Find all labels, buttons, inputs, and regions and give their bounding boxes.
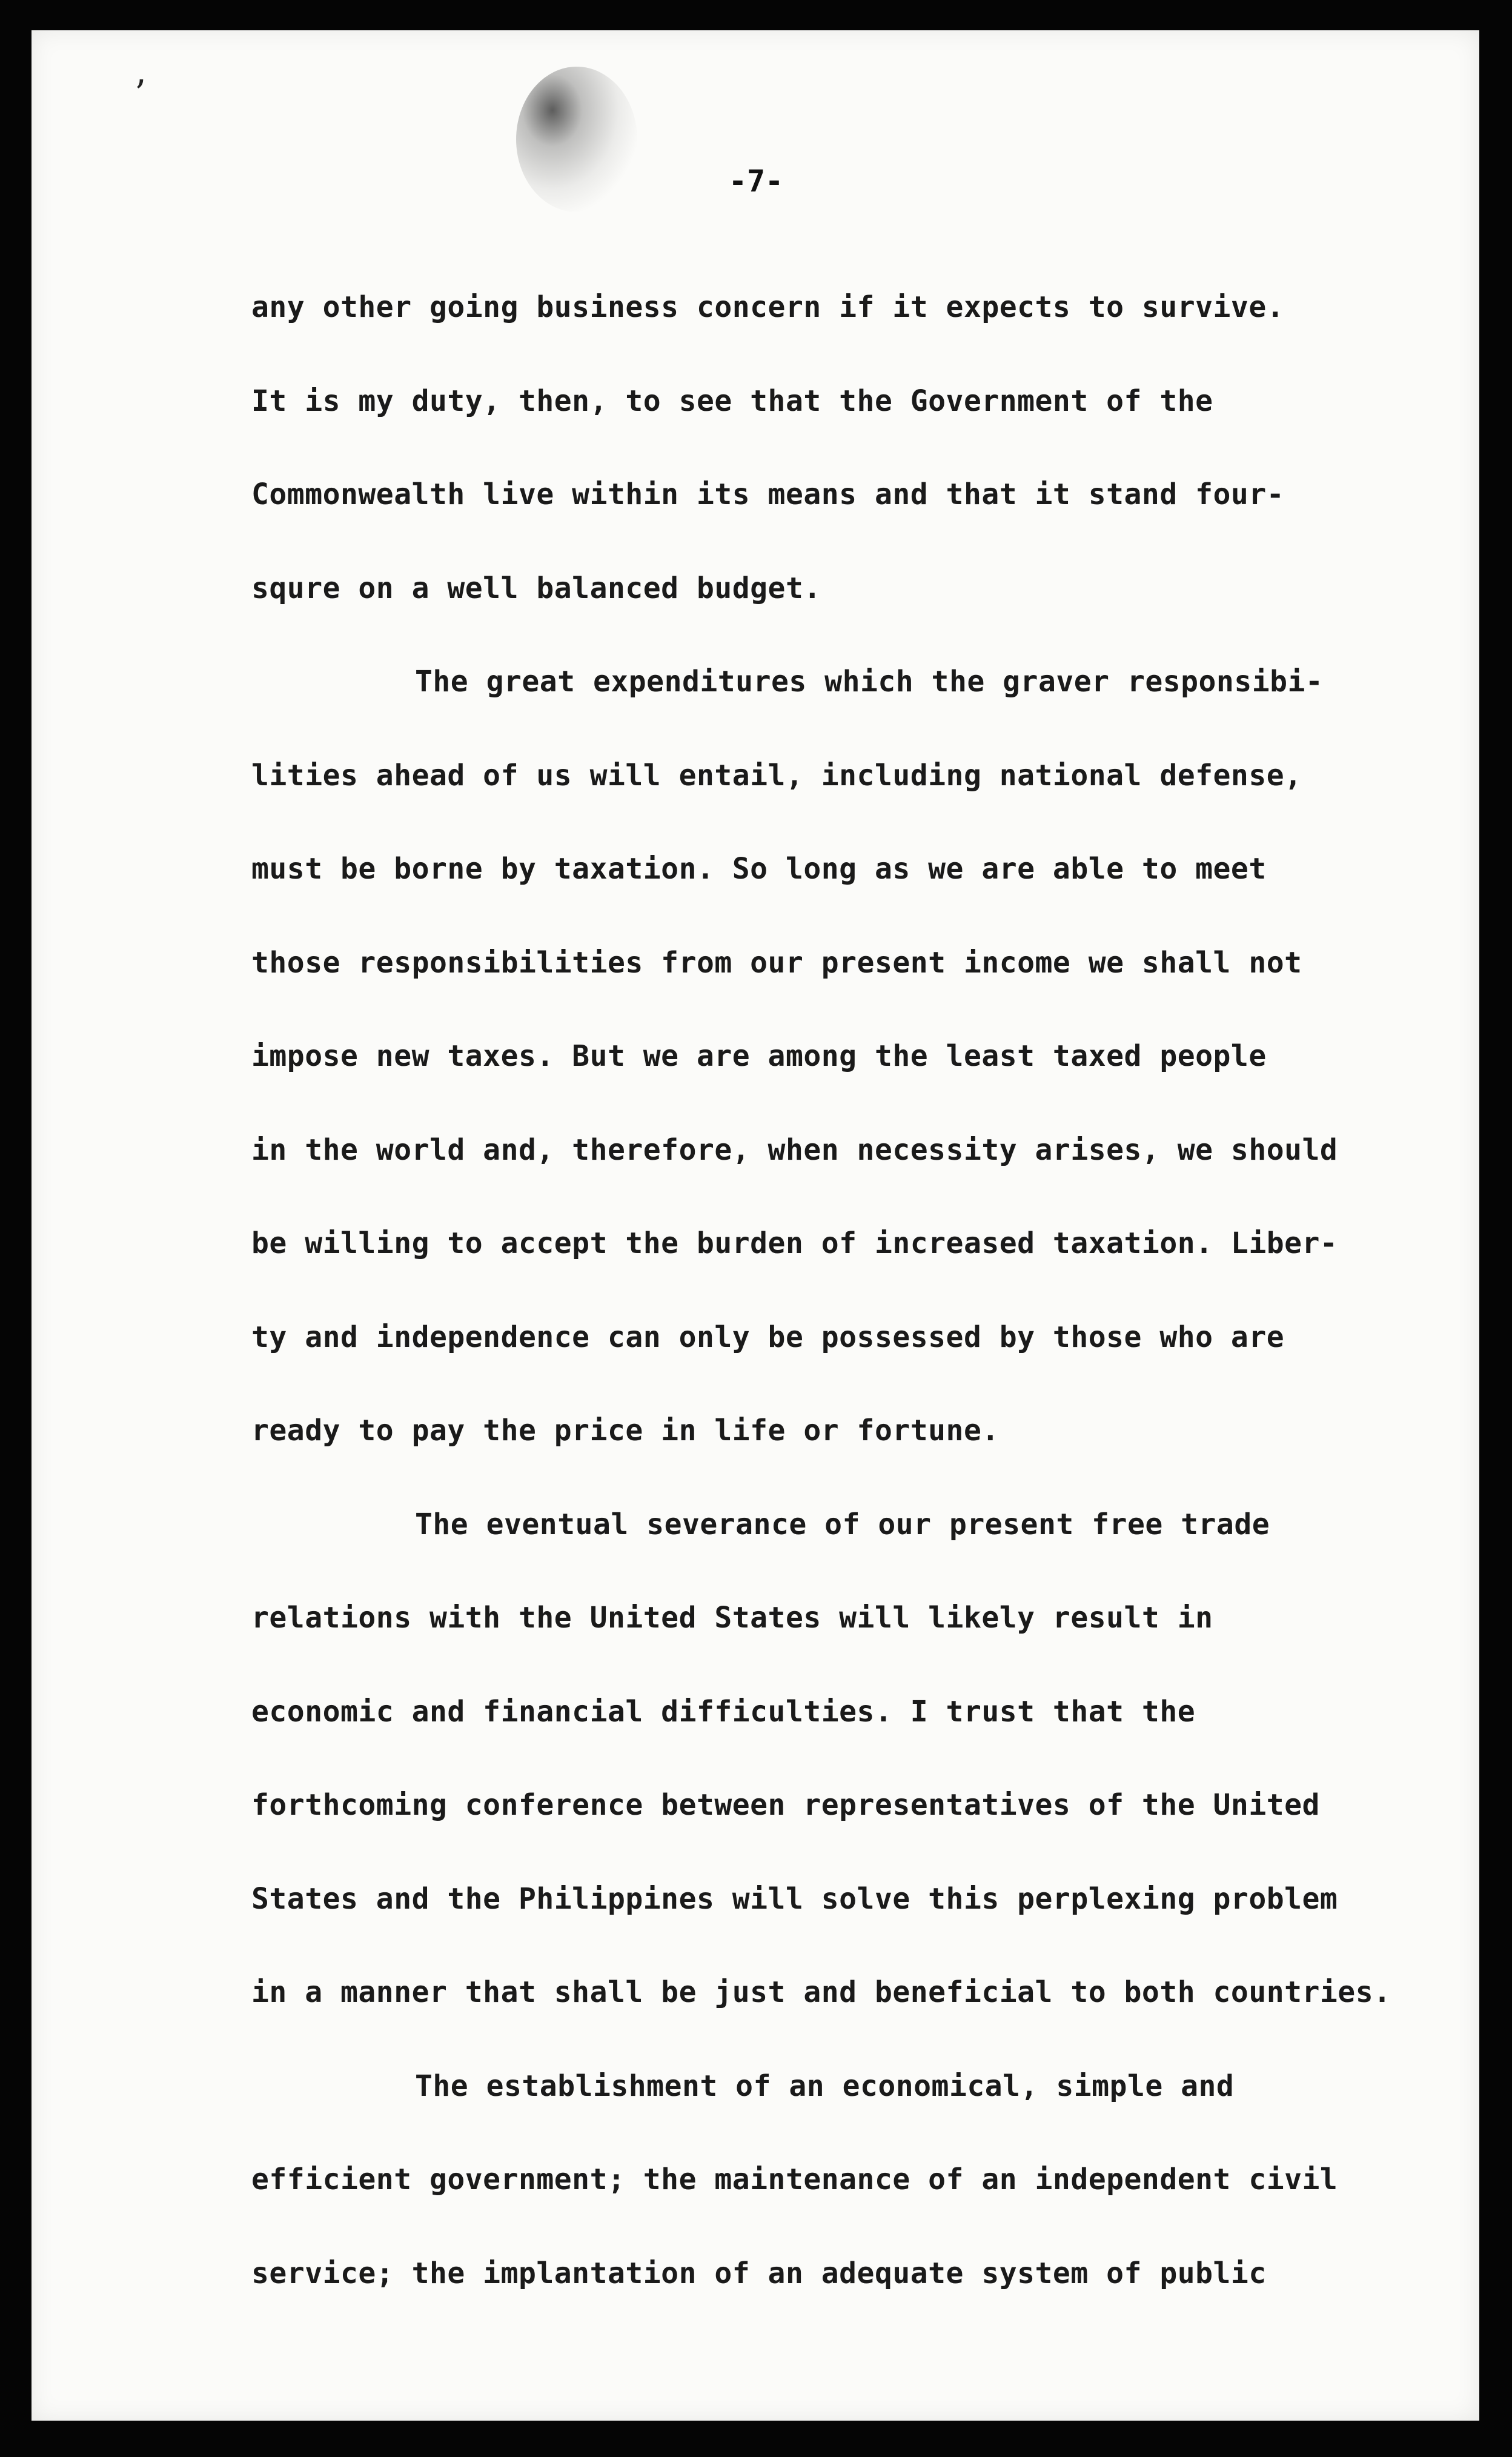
- page-number: -7-: [728, 164, 784, 199]
- text-line: impose new taxes. But we are among the least taxed people: [251, 1039, 1267, 1073]
- text-line: be willing to accept the burden of increased taxation. Liber-: [251, 1226, 1338, 1260]
- text-line: must be borne by taxation. So long as we are able to meet: [251, 852, 1267, 886]
- text-line: efficient government; the maintenance of an independent civil: [251, 2163, 1338, 2196]
- corner-mark: ’: [134, 73, 147, 115]
- text-line: in a manner that shall be just and beneficial to both countries.: [251, 1975, 1391, 2009]
- text-line: It is my duty, then, to see that the Government of the: [251, 384, 1213, 418]
- paragraph-start-line: The establishment of an economical, simple and: [415, 2069, 1235, 2103]
- typed-body-text: [251, 261, 1439, 2320]
- text-line: any other going business concern if it expects to survive.: [251, 290, 1285, 324]
- text-line: in the world and, therefore, when necessity arises, we should: [251, 1132, 1338, 1167]
- text-line: forthcoming conference between representatives of the United: [251, 1788, 1320, 1822]
- text-line: relations with the United States will likely result in: [251, 1601, 1213, 1635]
- text-line: those responsibilities from our present income we shall not: [251, 945, 1302, 980]
- text-line: ready to pay the price in life or fortune.: [251, 1414, 1000, 1448]
- text-line: Commonwealth live within its means and that it stand four-: [251, 477, 1285, 511]
- text-line: service; the implantation of an adequate system of public: [251, 2256, 1267, 2290]
- text-line: lities ahead of us will entail, including national defense,: [251, 758, 1302, 793]
- text-line: States and the Philippines will solve this perplexing problem: [251, 1881, 1338, 1916]
- paragraph-start-line: The great expenditures which the graver responsibi-: [415, 665, 1324, 699]
- text-line: squre on a well balanced budget.: [251, 571, 821, 605]
- paragraph-start-line: The eventual severance of our present free trade: [415, 1507, 1270, 1541]
- text-line: economic and financial difficulties. I trust that the: [251, 1694, 1196, 1729]
- text-line: ty and independence can only be possessed by those who are: [251, 1320, 1285, 1354]
